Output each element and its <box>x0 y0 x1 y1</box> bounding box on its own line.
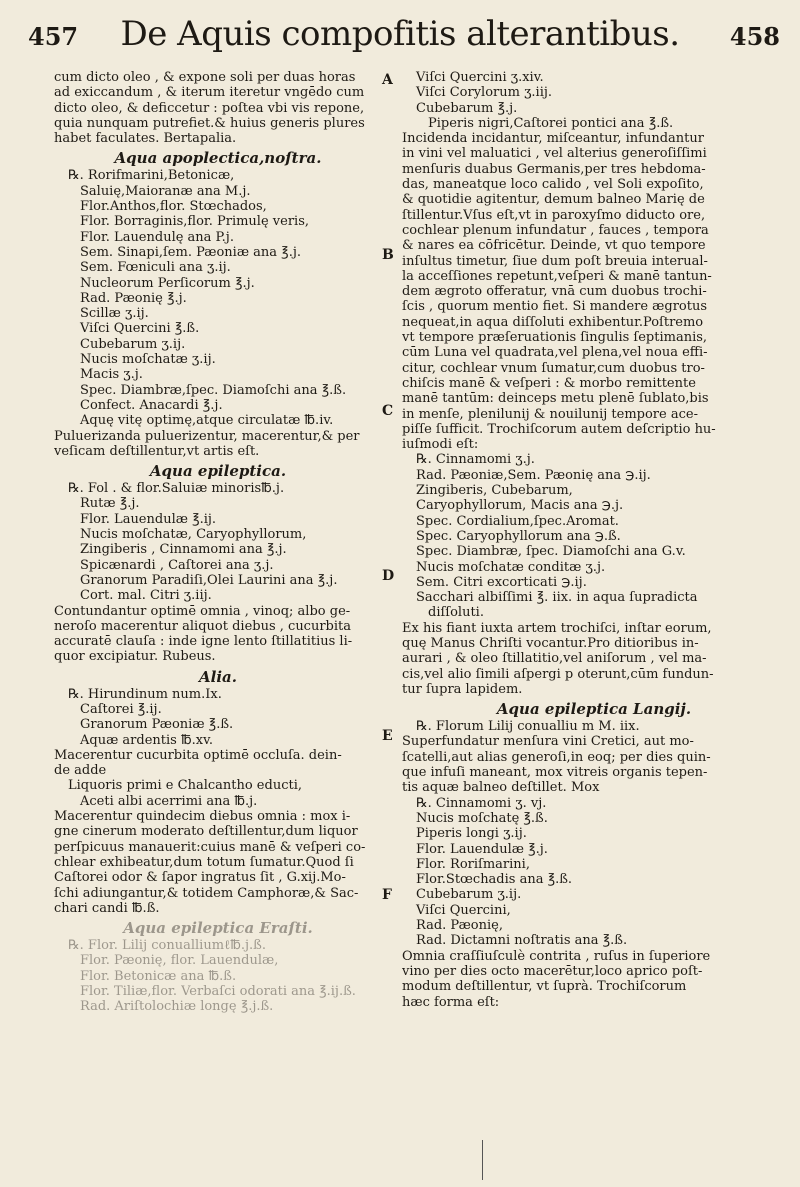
recipe-line: Flor.Anthos,flor. Stœchados, <box>80 199 267 215</box>
recipe-line: Viſci Quercini, <box>416 902 511 918</box>
section-heading: Alia. <box>199 667 237 686</box>
text-line: nequeat,in aqua diſſoluti exhibentur.Poſtremo <box>402 314 704 330</box>
text-line: Incidenda incidantur, miſceantur, infundantur <box>402 131 704 147</box>
text-line: la acceſſiones repetunt,veſperi & manē tantun- <box>402 268 712 284</box>
recipe-line: Flor. Lauendulæ ℥.ij. <box>80 511 217 527</box>
recipe-line: Nucis moſchatæ conditæ ʒ.j. <box>416 559 606 575</box>
recipe-line: Flor. Pæonię, flor. Lauendulæ, <box>80 953 279 969</box>
text-line: quę Manus Chriſti vocantur.Pro ditioribus in- <box>402 635 699 651</box>
text-line: inſultus timetur, ſiue dum poſt breuia interual- <box>402 253 708 269</box>
text-line: piſſe ſufficit. Trochiſcorum autem deſcriptio hu- <box>402 421 716 437</box>
recipe-line: Flor. Betonicæ ana ℔.ß. <box>80 968 237 984</box>
text-line: iuſmodi eſt: <box>402 437 479 453</box>
section-heading: Aqua epileptica. <box>149 462 287 481</box>
text-line: Superfundatur menſura vini Cretici, aut mo- <box>402 734 694 750</box>
recipe-line: Spec. Diambræ,ſpec. Diamoſchi ana ℥.ß. <box>80 382 347 398</box>
recipe-line: Sacchari albiſſimi ℥. iix. in aqua ſupradicta <box>416 590 698 606</box>
text-line: ſcis , quorum mentio fiet. Si mandere ægrotus <box>402 299 708 315</box>
text-line: Macerentur quindecim diebus omnia : mox i- <box>54 809 351 825</box>
text-line: Ex his fiant iuxta artem trochiſci, inſtar eorum, <box>402 620 712 636</box>
text-line: tur ſupra lapidem. <box>402 681 523 697</box>
recipe-line: Macis ʒ.j. <box>80 367 143 383</box>
text-line: habet faculates. Bertapalia. <box>54 131 237 147</box>
text-line: chari candi ℔.ß. <box>54 900 160 916</box>
margin-letter-d: D <box>382 568 395 584</box>
recipe-line: Viſci Corylorum ʒ.iij. <box>416 85 553 101</box>
text-line: Caſtorei odor & ſapor ingratus ſit , G.xij.Mo- <box>54 870 346 886</box>
recipe-line: ℞. Florum Lilij conualliu m M. iix. <box>416 719 640 735</box>
recipe-line: Cubebarum ʒ.ij. <box>80 336 186 352</box>
right-page-number: 458 <box>729 22 780 51</box>
text-line: que infuſi maneant, mox vitreis organis tepen- <box>402 765 708 781</box>
running-header <box>0 10 800 60</box>
text-line: dicto oleo, & deficcetur : poſtea vbi vis repone, <box>54 100 365 116</box>
section-heading: Aqua epileptica Langij. <box>496 700 692 719</box>
section-heading: Aqua epileptica Eraſti. <box>123 919 313 938</box>
recipe-line: ℞. Rorifmarini,Betonicæ, <box>68 168 235 184</box>
text-line: cūm Luna vel quadrata,vel plena,vel noua effi- <box>402 345 708 361</box>
recipe-line: Zingiberis , Cinnamomi ana ℥.j. <box>80 542 287 558</box>
margin-letter-a: A <box>382 72 393 88</box>
text-line: manē tantūm: deinceps metu plenē ſublato,bis <box>402 391 709 407</box>
recipe-line: Piperis nigri,Caſtorei pontici ana ℥.ß. <box>428 115 674 131</box>
text-line: vino per dies octo macerētur,loco aprico poſt- <box>402 963 703 979</box>
recipe-line: Granorum Pæoniæ ℥.ß. <box>80 717 234 733</box>
recipe-line: Flor.Stœchadis ana ℥.ß. <box>416 872 573 888</box>
recipe-line: Viſci Quercini ℥.ß. <box>80 321 200 337</box>
recipe-line: ℞. Cinnamomi ʒ.j. <box>416 452 535 468</box>
recipe-line: Rad. Pæoniæ,Sem. Pæonię ana ℈.ij. <box>416 467 651 483</box>
recipe-line: Caryophyllorum, Macis ana ℈.j. <box>416 498 624 514</box>
recipe-line: ℞. Cinnamomi ʒ. vj. <box>416 795 547 811</box>
recipe-line: Cort. mal. Citri ʒ.iij. <box>80 588 212 604</box>
text-line: veſicam deſtillentur,vt artis eſt. <box>54 443 260 459</box>
recipe-line: Saluię,Maioranæ ana M.j. <box>80 183 251 199</box>
recipe-line: Nucleorum Perſicorum ℥.j. <box>80 275 255 291</box>
recipe-line: Sem. Fœniculi ana ʒ.ij. <box>80 260 231 276</box>
recipe-line: Flor. Tiliæ,flor. Verbaſci odorati ana ℥.ij.ß. <box>80 984 356 1000</box>
text-line: perſpicuus manauerit:cuius manē & veſperi co- <box>54 839 366 855</box>
recipe-line: Scillæ ʒ.ij. <box>80 306 149 322</box>
recipe-line: Aquæ ardentis ℔.xv. <box>80 732 214 748</box>
recipe-line: Confect. Anacardi ℥.j. <box>80 397 223 413</box>
page-title: De Aquis compofitis alterantibus. <box>120 14 680 54</box>
recipe-line: Aquę vitę optimę,atque circulatæ ℔.iv. <box>80 413 334 429</box>
text-line: neroſo macerentur aliquot diebus , cucurbita <box>54 618 352 634</box>
recipe-line: diſſoluti. <box>428 605 484 621</box>
text-line: ſtillentur.Vſus eſt,vt in paroxyſmo diducto ore, <box>402 207 706 223</box>
recipe-line: Caſtorei ℥.ij. <box>80 701 162 717</box>
margin-letter-e: E <box>382 728 393 744</box>
text-line: menſuris duabus Germanis,per tres hebdoma- <box>402 161 706 177</box>
recipe-line: Rad. Pæonię ℥.j. <box>80 290 187 306</box>
recipe-line: Flor. Borraginis,flor. Primulę veris, <box>80 214 309 230</box>
text-line: quor excipiatur. Rubeus. <box>54 649 216 665</box>
recipe-line: Piperis longi ʒ.ij. <box>416 826 527 842</box>
recipe-line: Aceti albi acerrimi ana ℔.j. <box>80 793 258 809</box>
text-line: cochlear plenum infundatur , fauces , tempora <box>402 222 709 238</box>
recipe-line: Liquoris primi e Chalcantho educti, <box>68 778 302 794</box>
text-line: dem ægroto offeratur, vnā cum duobus trochi- <box>402 284 707 300</box>
text-line: ſchi adiungantur,& totidem Camphoræ,& Sac- <box>54 885 359 901</box>
recipe-line: Nucis moſchatæ, Caryophyllorum, <box>80 527 307 543</box>
text-line: vt tempore præſeruationis ſingulis ſeptimanis, <box>402 330 708 346</box>
recipe-line: Flor. Lauendulæ ℥.j. <box>416 841 548 857</box>
margin-letter-c: C <box>382 403 394 419</box>
recipe-line: Spicænardi , Caſtorei ana ʒ.j. <box>80 557 274 573</box>
left-page-number: 457 <box>28 22 79 51</box>
recipe-line: Cubebarum ℥.j. <box>416 100 518 116</box>
recipe-line: Flor. Roriſmarini, <box>416 856 530 872</box>
text-line: das, maneatque loco calido , vel Soli expoſito, <box>402 177 704 193</box>
right-column <box>402 70 786 1177</box>
recipe-line: Rad. Dictamni noſtratis ana ℥.ß. <box>416 933 628 949</box>
section-heading: Aqua apoplectica,noſtra. <box>114 149 322 168</box>
text-line: in menſe, plenilunij & nouilunij tempore ace- <box>402 406 698 422</box>
recipe-line: ℞. Flor. Lilij conualliumℓ℔.j.ß. <box>68 938 266 954</box>
text-line: cum dicto oleo , & expone soli per duas horas <box>54 70 356 85</box>
text-line: chiſcis manē & veſperi : & morbo remittente <box>402 375 696 391</box>
text-line: Puluerizanda puluerizentur, macerentur,& per <box>54 428 360 444</box>
recipe-line: ℞. Hirundinum num.Ix. <box>68 686 222 702</box>
text-line: & quotidie agitentur, demum balneo Marię de <box>402 192 705 208</box>
text-line: cis,vel alio ſimili aſpergi p oterunt,cūm fundun- <box>402 666 714 682</box>
text-line: quia nunquam putrefiet.& huius generis plures <box>54 115 365 131</box>
text-line: tis aquæ balneo deſtillet. Mox <box>402 780 600 796</box>
text-line: Contundantur optimē omnia , vinoq; albo ge- <box>54 603 351 619</box>
margin-letter-f: F <box>382 887 392 903</box>
text-line: Omnia craſſiuſculè contrita , ruſus in ſuperiore <box>402 948 711 964</box>
recipe-line: Nucis moſchatę ℥.ß. <box>416 810 548 826</box>
recipe-line: Flor. Lauendulę ana P.j. <box>80 229 234 245</box>
text-line: chlear exhibeatur,dum totum ſumatur.Quod ſi <box>54 854 354 870</box>
recipe-line: Spec. Cordialium,ſpec.Aromat. <box>416 513 619 529</box>
text-line: in vini vel maluatici , vel alterius generoſiſſimi <box>402 146 707 162</box>
recipe-line: Rad. Ariſtolochiæ longę ℥.j.ß. <box>80 999 274 1015</box>
recipe-line: Rutæ ℥.j. <box>80 496 140 512</box>
recipe-line: ℞. Fol . & flor.Saluiæ minoris℔.j. <box>68 481 285 497</box>
text-line: accuratē clauſa : inde igne lento ſtillatitius li- <box>54 634 353 650</box>
left-column <box>54 70 382 1177</box>
recipe-line: Sem. Sinapi,ſem. Pæoniæ ana ℥.j. <box>80 244 301 260</box>
recipe-line: Granorum Paradiſi,Olei Laurini ana ℥.j. <box>80 572 338 588</box>
recipe-line: Cubebarum ʒ.ij. <box>416 887 522 903</box>
text-line: ſcatelli,aut alias generoſi,in eoq; per dies quin- <box>402 749 711 765</box>
text-line: de adde <box>54 763 107 779</box>
recipe-line: Nucis moſchatæ ʒ.ij. <box>80 352 216 368</box>
text-line: & nares ea cōfricētur. Deinde, vt quo tempore <box>402 238 706 254</box>
margin-letter-b: B <box>382 247 394 263</box>
text-line: aurari , & oleo ſtillatitio,vel aniſorum , vel ma- <box>402 651 707 667</box>
text-line: citur, cochlear vnum ſumatur,cum duobus tro- <box>402 360 705 376</box>
text-line: ad exiccandum , & iterum iteretur vngēdo cum <box>54 85 365 101</box>
recipe-line: Spec. Diambræ, ſpec. Diamoſchi ana G.v. <box>416 544 686 560</box>
margin-rule <box>482 1140 483 1180</box>
recipe-line: Zingiberis, Cubebarum, <box>416 483 573 499</box>
recipe-line: Sem. Citri excorticati ℈.ij. <box>416 574 587 590</box>
text-line: gne cinerum moderato deſtillentur,dum liquor <box>54 824 358 840</box>
recipe-line: Spec. Caryophyllorum ana ℈.ß. <box>416 528 621 544</box>
recipe-line: Rad. Pæonię, <box>416 918 503 934</box>
recipe-line: Viſci Quercini ʒ.xiv. <box>416 70 544 85</box>
text-line: modum deſtillentur, vt ſuprà. Trochiſcorum <box>402 979 687 995</box>
text-line: Macerentur cucurbita optimē occluſa. dein- <box>54 747 342 763</box>
text-line: hæc forma eſt: <box>402 994 500 1010</box>
